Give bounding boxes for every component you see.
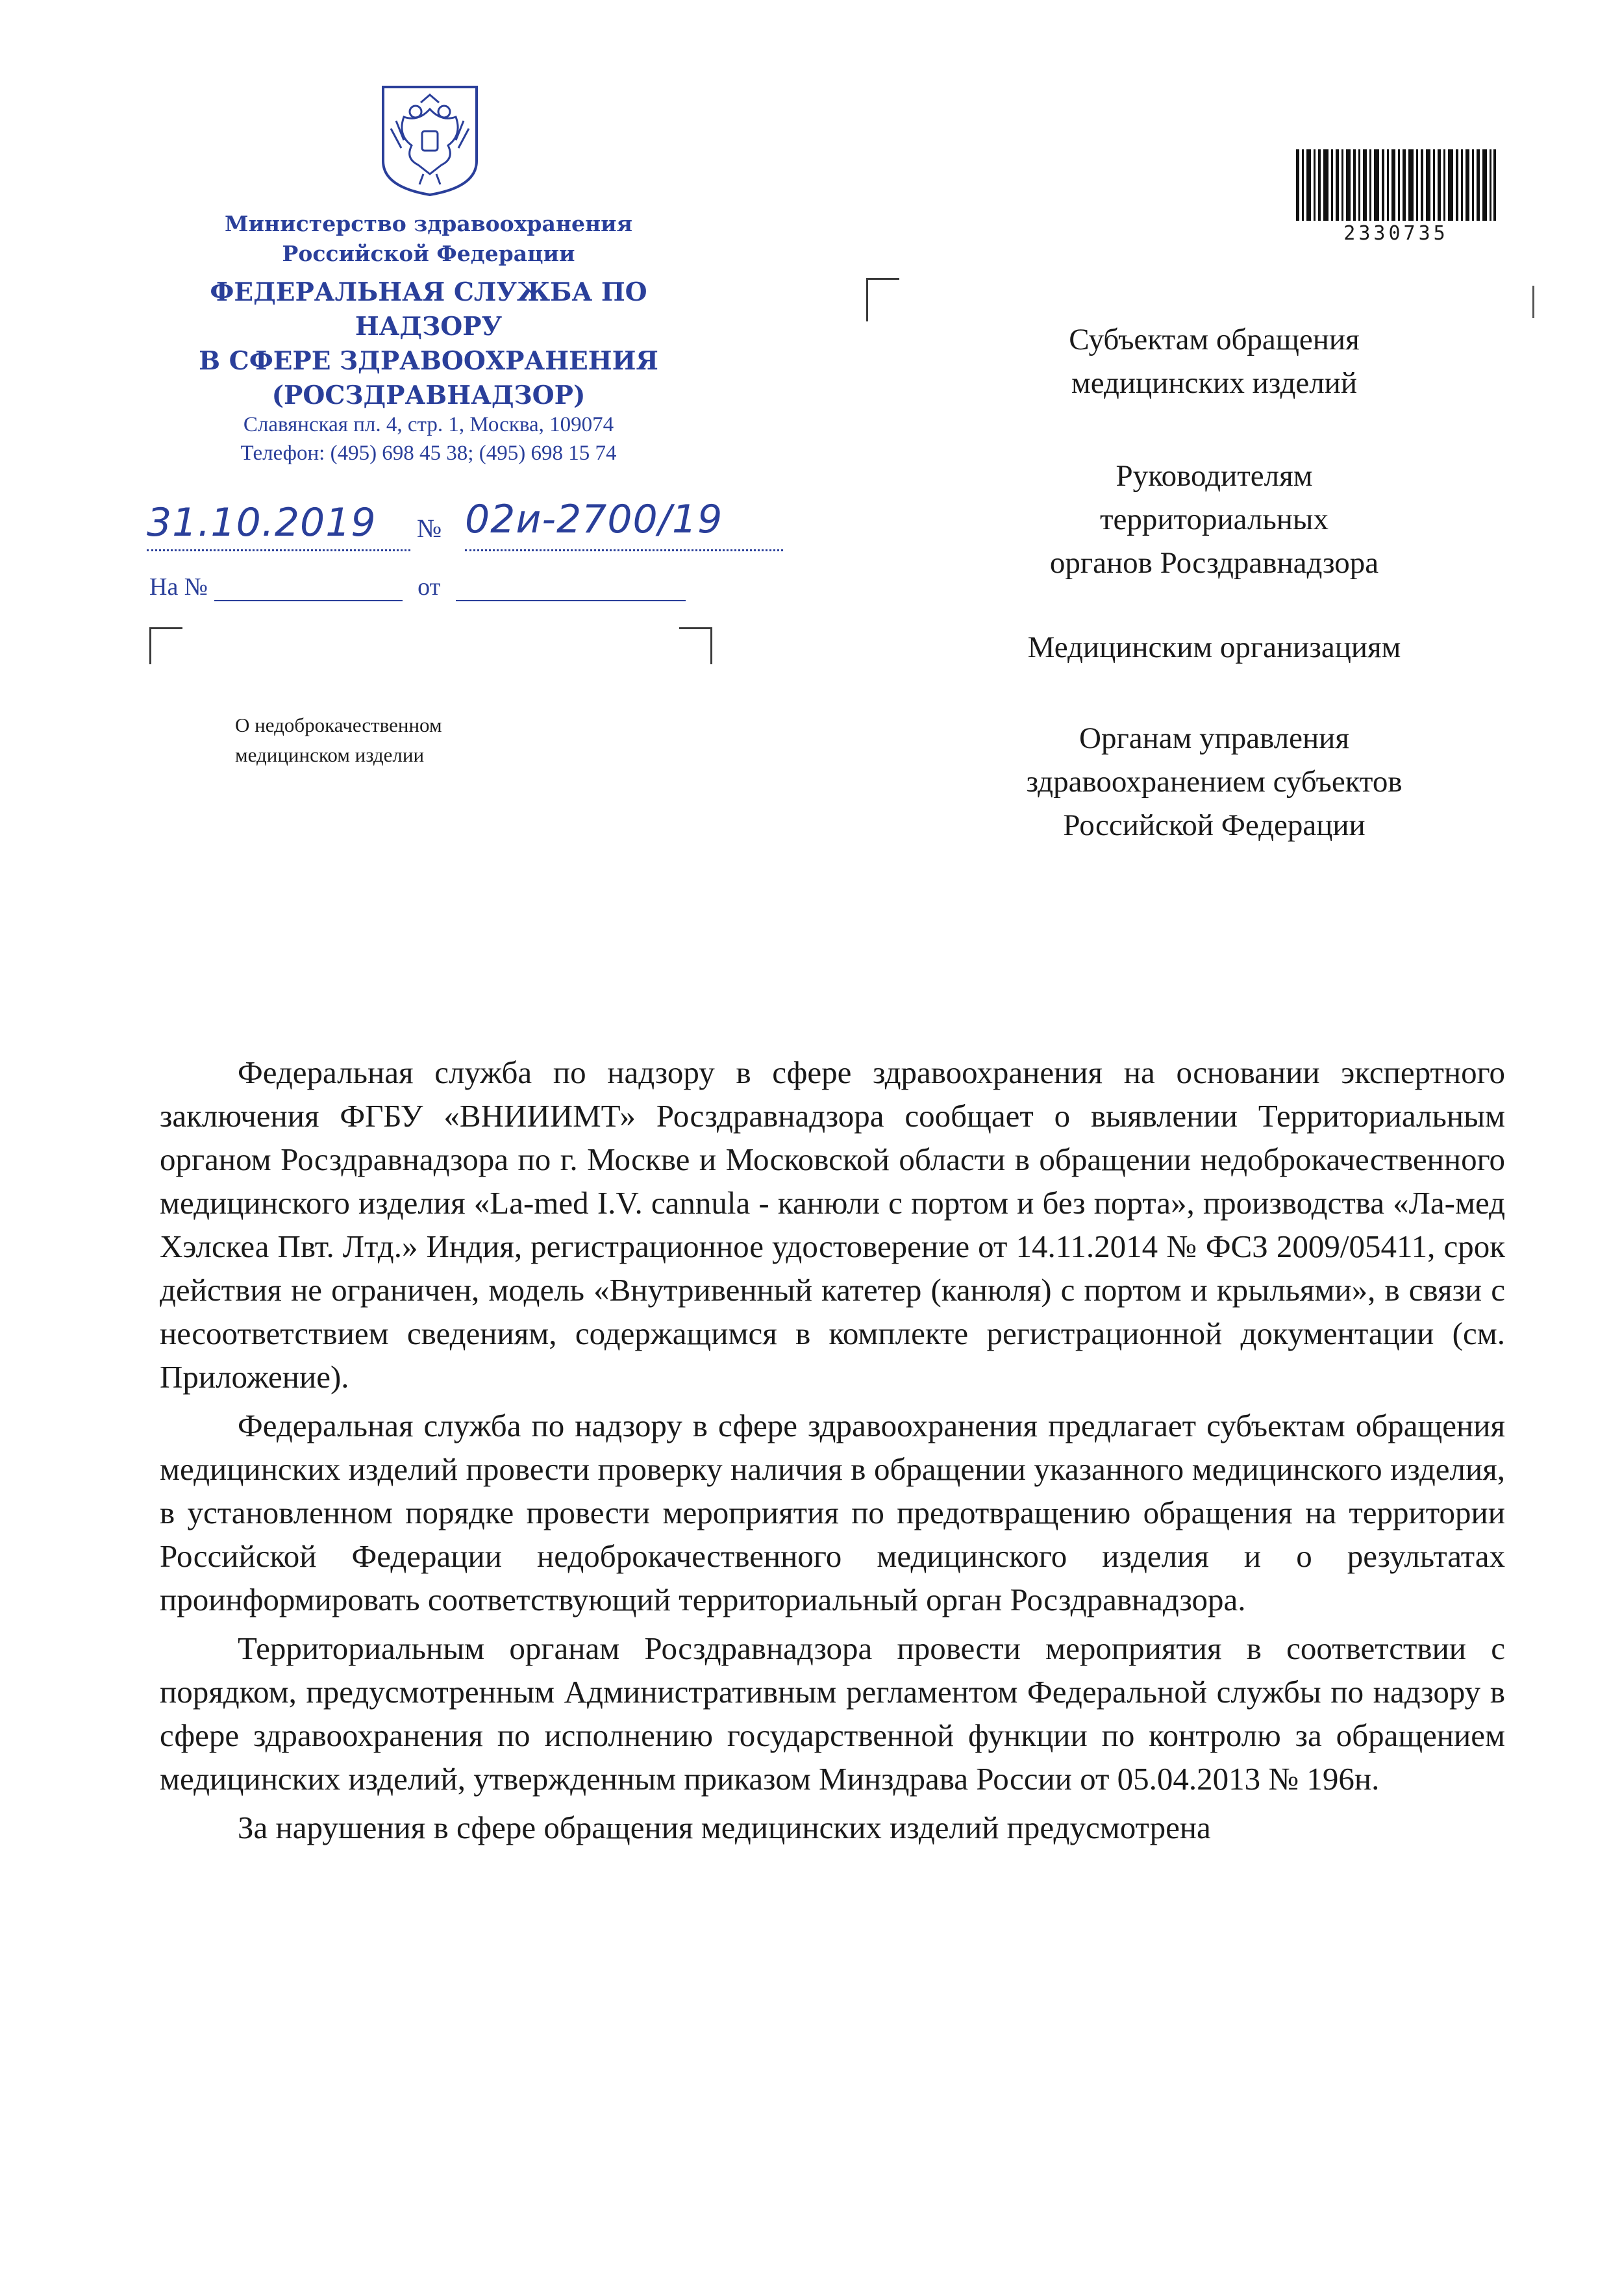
barcode-icon (1296, 149, 1496, 221)
addressee-line: здравоохранением субъектов (1026, 765, 1403, 799)
subject (235, 710, 442, 770)
ministry-line1: Министерство здравоохранения (225, 211, 632, 236)
addressee-group-3 (922, 626, 1506, 669)
margin-mark (1532, 286, 1534, 318)
state-emblem-icon (378, 83, 482, 197)
addressee-line: Руководителям (1116, 459, 1313, 493)
body-paragraph: Территориальным органам Росздравнадзора провести мероприятия в соответствии с порядком, предусмотренным Административным регламентом Федеральной службы по надзору в сфере здравоохранения по исполнению государственной функции по контролю за обращением медицинских изделий, утвержденным приказом Минздрава России от 05.04.2013 № 196н. (160, 1630, 1505, 1797)
addressee-line: Медицинским организациям (1027, 630, 1401, 664)
registration-number: 02и-2700/19 (465, 497, 723, 542)
bracket-top-right (679, 627, 712, 664)
body-paragraph: Федеральная служба по надзору в сфере здравоохранения на основании экспертного заключения ФГБУ «ВНИИИМТ» Росздравнадзора сообщает о выявлении Территориальным органом Росздравнадзора по г. Москве и Московской области в обращении недоброкачественного медицинского изделия «La-med I.V. cannula - канюли с портом и без порта», производства «Ла-мед Хэлскеа Пвт. Лтд.» Индия, регистрационное удостоверение от 14.11.2014 № ФСЗ 2009/05411, срок действия не ограничен, модель «Внутривенный катетер (канюля) с портом и крыльями», в связи с несоответствием сведениям, содержащимся в комплекте регистрационной документации (см. Приложение). (160, 1054, 1505, 1395)
address-line: Славянская пл. 4, стр. 1, Москва, 109074 (243, 413, 614, 436)
addressee-line: территориальных (1099, 503, 1329, 536)
reply-date-label: от (418, 573, 441, 601)
bracket-top-left (149, 627, 182, 664)
addressee-line: Российской Федерации (1063, 808, 1366, 842)
body-paragraph: Федеральная служба по надзору в сфере здравоохранения предлагает субъектам обращения медицинских изделий провести проверку наличия в обращении указанного медицинского изделия, в установленном порядке провести мероприятия по предотвращению обращения на территории Российской Федерации недоброкачественного медицинского изделия и о результатах проинформировать соответствующий территориальный орган Росздравнадзора. (160, 1408, 1505, 1617)
reply-number-field (214, 578, 403, 601)
reply-number-label: На № (149, 573, 208, 601)
registration-date: 31.10.2019 (147, 500, 377, 545)
agency-address (195, 410, 662, 468)
number-sign: № (417, 514, 442, 543)
reply-reference (149, 573, 686, 601)
ministry-name (195, 209, 662, 269)
addressee-line: медицинских изделий (1071, 366, 1357, 400)
agency-name (136, 275, 721, 413)
phone-line: Телефон: (495) 698 45 38; (495) 698 15 74 (240, 442, 617, 465)
reply-date-field (456, 578, 686, 601)
barcode-number: 2330735 (1343, 222, 1449, 245)
letter-body (160, 1051, 1505, 1854)
subject-line2: медицинском изделии (235, 743, 425, 766)
addressee-group-1 (922, 318, 1506, 405)
ministry-line2: Российской Федерации (282, 241, 575, 266)
bracket-addressee (866, 278, 899, 321)
addressee-line: органов Росздравнадзора (1049, 546, 1379, 580)
number-underline (465, 549, 783, 551)
addressee-group-2 (922, 455, 1506, 585)
subject-line1: О недоброкачественном (235, 714, 442, 736)
agency-line2: В СФЕРЕ ЗДРАВООХРАНЕНИЯ (199, 346, 658, 376)
addressee-group-4 (922, 717, 1506, 847)
date-underline (147, 549, 410, 551)
addressee-line: Органам управления (1079, 721, 1349, 755)
agency-line1: ФЕДЕРАЛЬНАЯ СЛУЖБА ПО НАДЗОРУ (210, 277, 647, 342)
body-paragraph: За нарушения в сфере обращения медицинских изделий предусмотрена (238, 1810, 1211, 1845)
agency-line3: (РОСЗДРАВНАДЗОР) (271, 381, 586, 410)
addressee-line: Субъектам обращения (1069, 323, 1360, 356)
